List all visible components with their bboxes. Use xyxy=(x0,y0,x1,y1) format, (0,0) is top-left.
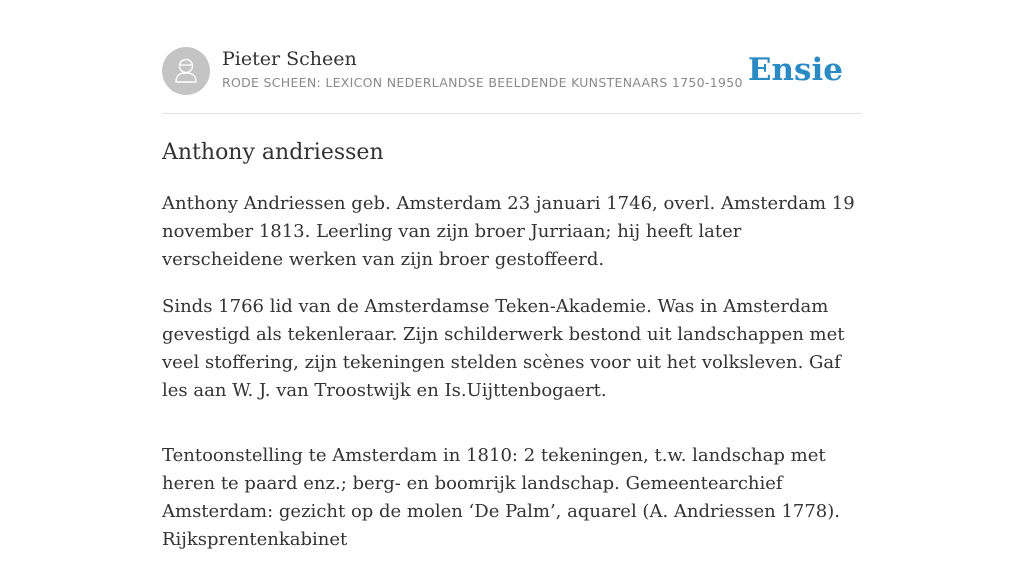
brand-logo[interactable]: Ensie xyxy=(747,52,843,88)
article-paragraph: Sinds 1766 lid van de Amsterdamse Teken-Akademie. Was in Amsterdam gevestigd als tekenleraar. Zijn schilderwerk bestond uit landschappen met veel stoffering, zijn tekeningen stelden scènes voor uit het volksleven. Gaf les aan W. J. van Troostwijk en Is.Uijttenbogaert. xyxy=(162,296,845,401)
article-header xyxy=(162,47,862,114)
article-paragraph: Anthony Andriessen geb. Amsterdam 23 januari 1746, overl. Amsterdam 19 november 1813. Leerling van zijn broer Jurriaan; hij heeft later verscheidene werken van zijn broer gestoffeerd. xyxy=(162,193,855,270)
author-name[interactable]: Pieter Scheen xyxy=(222,48,357,70)
author-avatar[interactable] xyxy=(162,47,210,95)
article-title: Anthony andriessen xyxy=(162,140,384,165)
source-label: RODE SCHEEN: LEXICON NEDERLANDSE BEELDENDE KUNSTENAARS 1750-1950 xyxy=(222,75,743,90)
user-icon xyxy=(162,47,210,95)
article-paragraph: Tentoonstelling te Amsterdam in 1810: 2 tekeningen, t.w. landschap met heren te paard enz.; berg- en boomrijk landschap. Gemeentearchief Amsterdam: gezicht op de molen ‘De Palm’, aquarel (A. Andriessen 1778). Rijksprentenkabinet xyxy=(162,445,841,550)
article-body xyxy=(162,190,862,573)
